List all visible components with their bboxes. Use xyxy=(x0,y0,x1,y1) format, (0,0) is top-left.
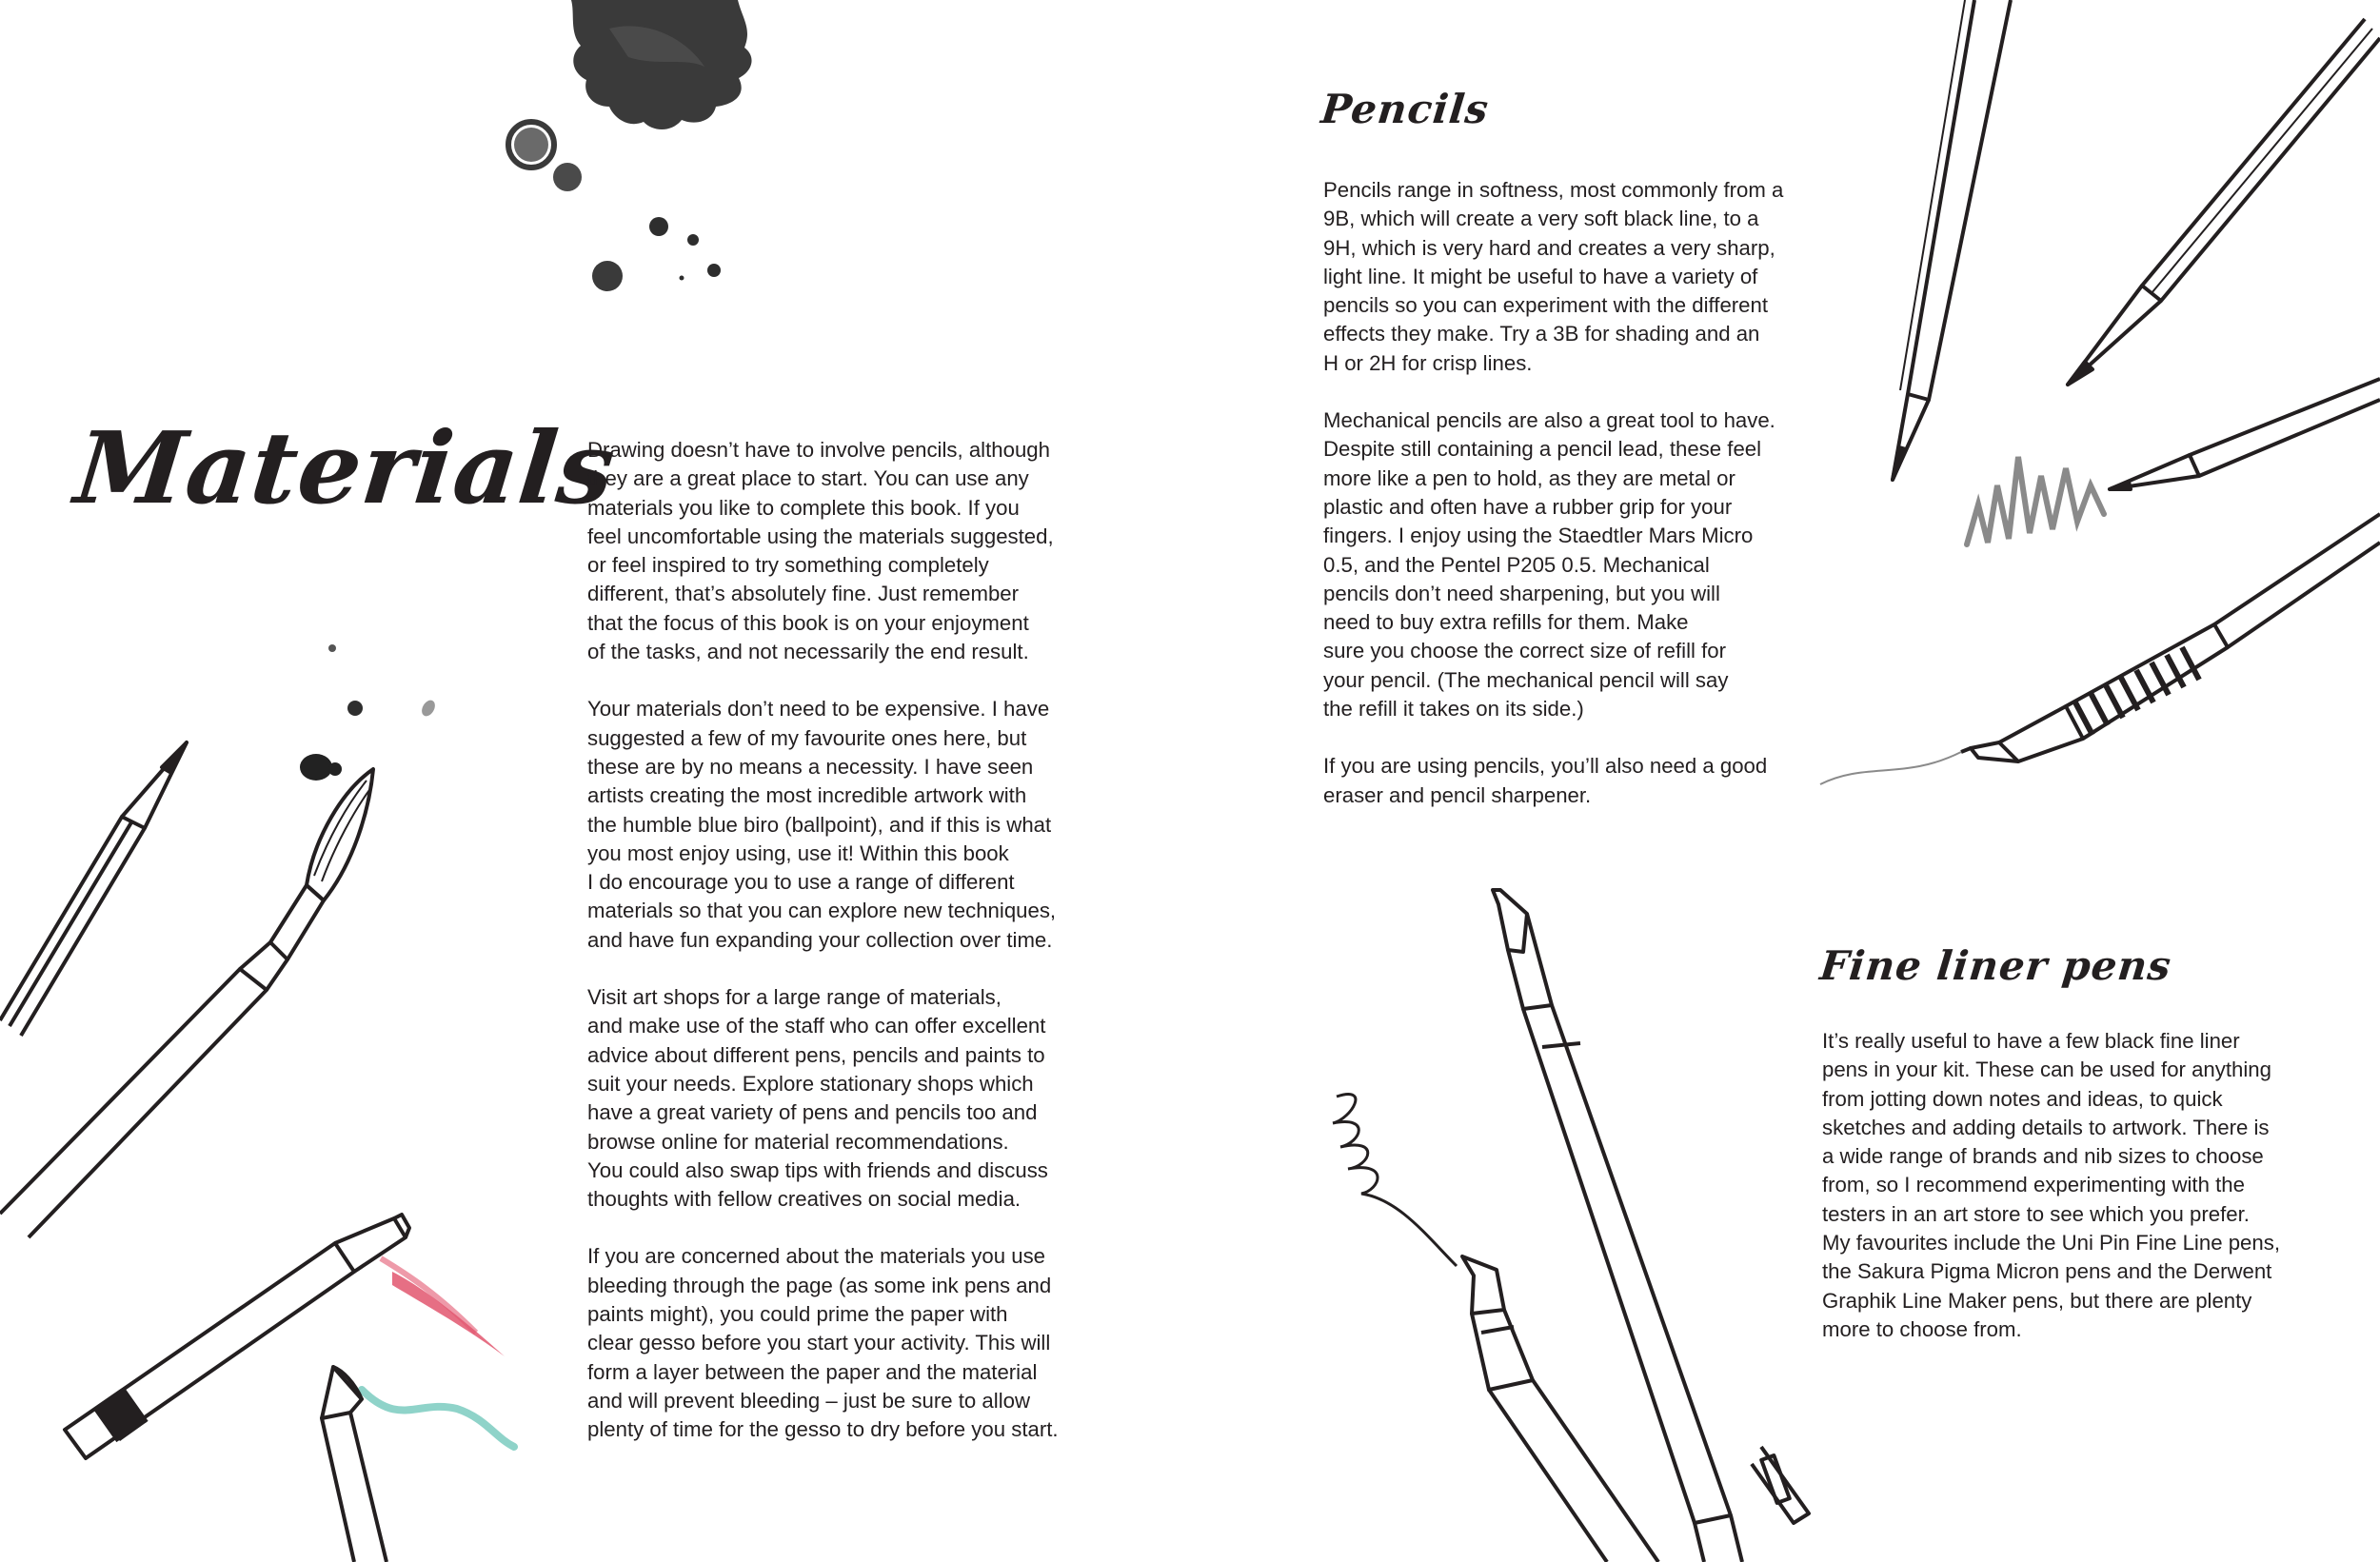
fineliner-paragraph: It’s really useful to have a few black fine liner pens in your kit. These can be used for anything from jotting down notes and ideas, to quick sketches and adding details to artwork. There is a wide range of brands and nib sizes to choose from, so I recommend experimenting with the testers in an art store to see which you prefer. My favourites include the Uni Pin Fine Line pens, the Sakura Pigma Micron pens and the Derwent Graphik Line Maker pens, but there are plenty more to choose from. xyxy=(1822,1029,2280,1341)
fineliner-text-block xyxy=(1822,1027,2317,1373)
pencils-heading: Pencils xyxy=(1319,86,1492,132)
intro-paragraph: Drawing doesn’t have to involve pencils, although they are a great place to start. You can use any materials you like to complete this book. If you feel uncomfortable using the materials suggested, or feel inspired to try something completely different, that’s absolutely fine. Just remember that the focus of this book is on your enjoyment of the tasks, and not necessarily the end result. xyxy=(587,438,1054,664)
pencils-text-block xyxy=(1323,176,1818,839)
pencils-paragraph: Mechanical pencils are also a great tool to have. Despite still containing a pencil lead, these feel more like a pen to hold, as they are metal or plastic and often have a rubber grip for your fingers. I enjoy using the Staedtler Mars Micro 0.5, and the Pentel P205 0.5. Mechanical pencils don’t need sharpening, but you will need to buy extra refills for them. Make sure you choose the correct size of refill for your pencil. (The mechanical pencil will say the refill it takes on its side.) xyxy=(1323,408,1775,722)
intro-text-block xyxy=(587,436,1082,1473)
pencils-paragraph: Pencils range in softness, most commonly from a 9B, which will create a very soft black line, to a 9H, which is very hard and creates a very sharp, light line. It might be useful to have a variety of pencils so you can experiment with the different effects they make. Try a 3B for shading and an H or 2H for crisp lines. xyxy=(1323,178,1784,375)
fineliner-heading: Fine liner pens xyxy=(1817,942,2174,989)
page-title: Materials xyxy=(69,409,621,526)
intro-paragraph: Visit art shops for a large range of materials, and make use of the staff who can offer excellent advice about different pens, pencils and paints to suit your needs. Explore stationary shops which have a great variety of pens and pencils too and browse online for material recommendations. You could also swap tips with friends and discuss thoughts with fellow creatives on social media. xyxy=(587,985,1048,1212)
intro-paragraph: If you are concerned about the materials you use bleeding through the page (as some ink pens and paints might), you could prime the paper with clear gesso before you start your activity. This will form a layer between the paper and the material and will prevent bleeding – just be sure to allow plenty of time for the gesso to dry before you start. xyxy=(587,1244,1059,1442)
right-page xyxy=(1190,0,2380,1562)
intro-paragraph: Your materials don’t need to be expensive. I have suggested a few of my favourite ones here, but these are by no means a necessity. I have seen artists creating the most incredible artwork with the humble blue biro (ballpoint), and if this is what you most enjoy using, use it! Within this book I do encourage you to use a range of different materials so that you can explore new techniques, and have fun expanding your collection over time. xyxy=(587,697,1057,952)
pencils-paragraph: If you are using pencils, you’ll also need a good eraser and pencil sharpener. xyxy=(1323,754,1768,807)
